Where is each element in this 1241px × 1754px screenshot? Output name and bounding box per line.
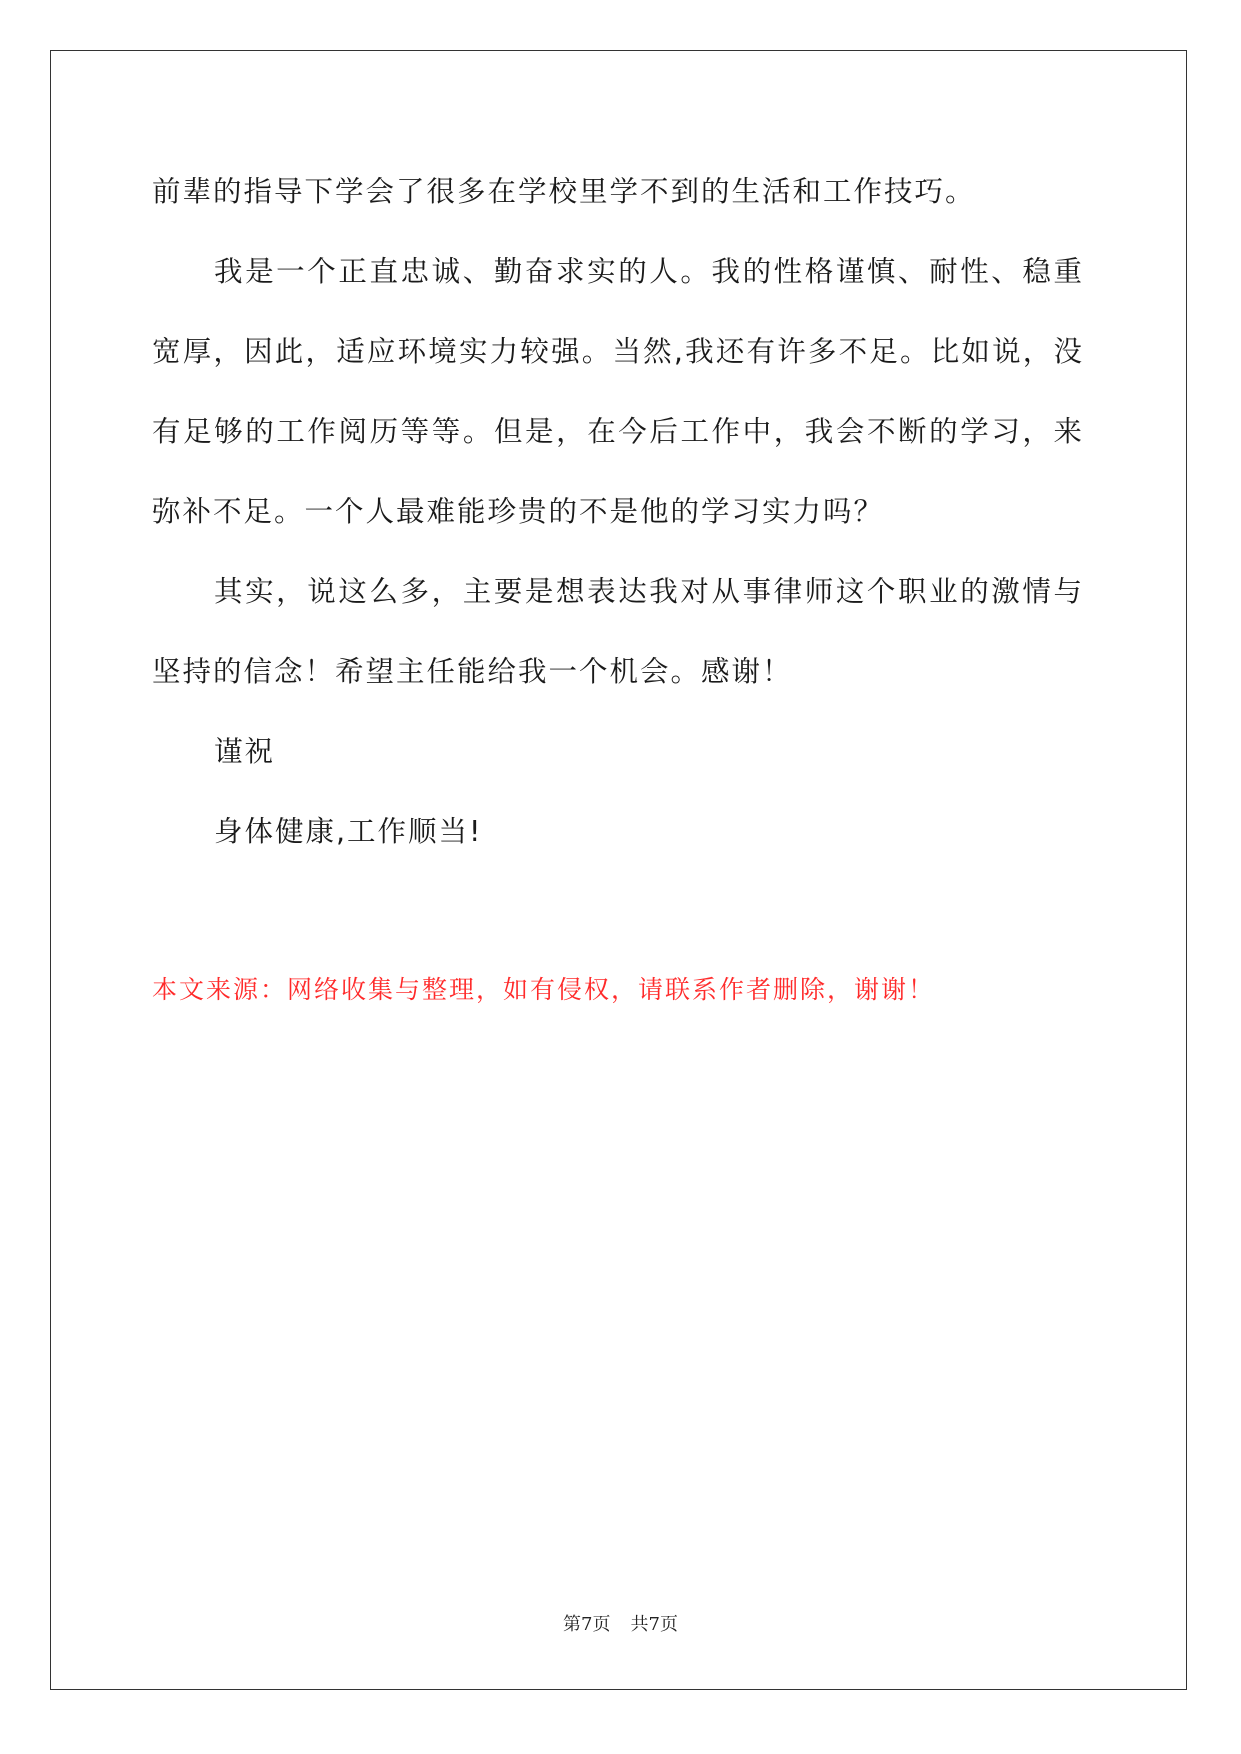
page-number-total: 共7页 — [630, 1614, 678, 1635]
page-number-current: 第7页 — [563, 1614, 611, 1635]
body-line-4: 有足够的工作阅历等等。但是，在今后工作中，我会不断的学习，来 — [152, 415, 1082, 448]
body-line-1: 前辈的指导下学会了很多在学校里学不到的生活和工作技巧。 — [152, 175, 976, 208]
closing-greeting: 谨祝 — [214, 735, 276, 768]
closing-wish: 身体健康,工作顺当! — [214, 815, 483, 848]
body-line-3: 宽厚，因此，适应环境实力较强。当然,我还有许多不足。比如说，没 — [152, 335, 1082, 368]
body-line-5: 弥补不足。一个人最难能珍贵的不是他的学习实力吗？ — [152, 495, 885, 528]
body-line-7: 坚持的信念！希望主任能给我一个机会。感谢！ — [152, 655, 793, 688]
source-note: 本文来源：网络收集与整理，如有侵权，请联系作者删除，谢谢！ — [152, 975, 936, 1004]
page-footer — [0, 1610, 1241, 1636]
page-frame — [50, 50, 1187, 1690]
body-line-6: 其实，说这么多，主要是想表达我对从事律师这个职业的激情与 — [214, 575, 1082, 608]
body-line-2: 我是一个正直忠诚、勤奋求实的人。我的性格谨慎、耐性、稳重 — [214, 255, 1082, 288]
